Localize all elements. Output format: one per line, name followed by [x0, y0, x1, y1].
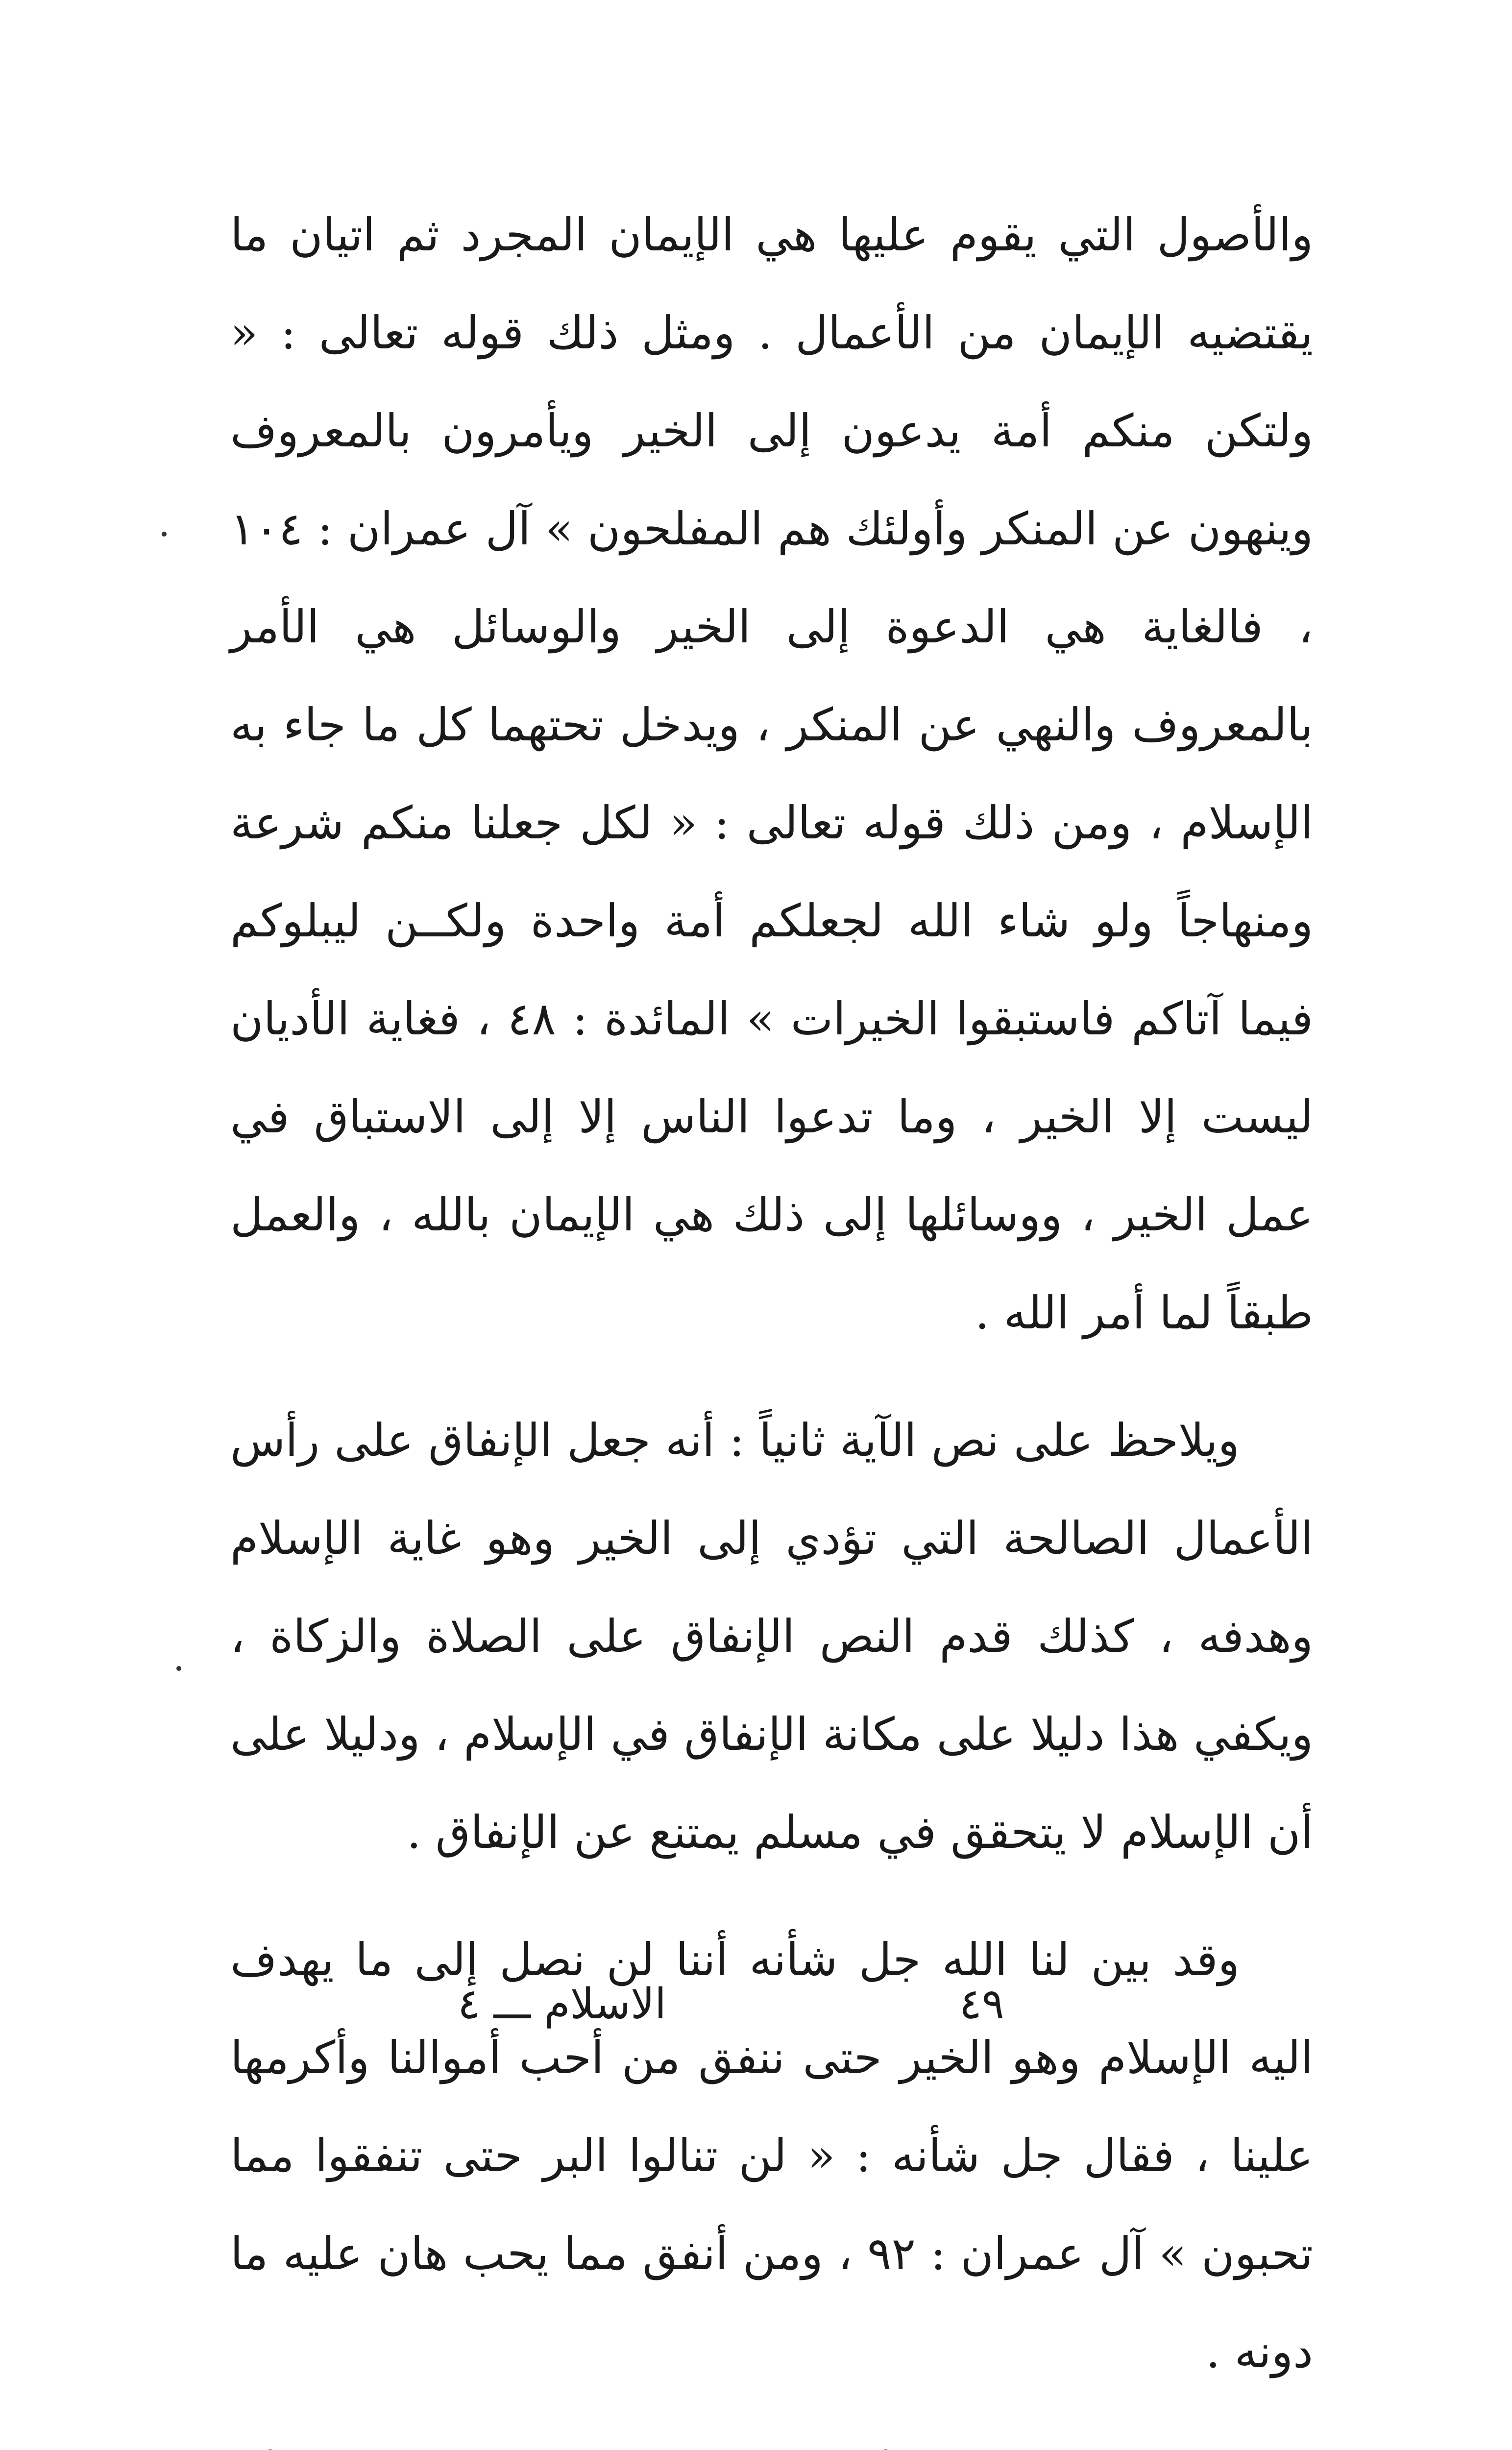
paragraph-1: والأصول التي يقوم عليها هي الإيمان المجرد ثم اتيان ما يقتضيه الإيمان من الأعمال . ومثل ذلك قوله تعالى : « ولتكن منكم أمة يدعون إلى الخير ويأمرون بالمعروف وينهون عن المنكر وأولئك هم المفلحون » آل عمران : ١٠٤ ، فالغاية هي الدعوة إلى الخير والوسائل هي الأمر بالمعروف والنهي عن المنكر ، ويدخل تحتهما كل ما جاء به الإسلام ، ومن ذلك قوله تعالى : « لكل جعلنا منكم شرعة ومنهاجاً ولو شاء الله لجعلكم أمة واحدة ولكــن ليبلوكم فيما آتاكم فاستبقوا الخيرات » المائدة : ٤٨ ، فغاية الأديان ليست إلا الخير ، وما تدعوا الناس إلا إلى الاستباق في عمل الخير ، ووسائلها إلى ذلك هي الإيمان بالله ، والعمل طبقاً لما أمر الله .: [230, 209, 1313, 1339]
paragraph-4: [230, 2430, 1313, 2450]
paragraph-3: وقد بين لنا الله جل شأنه أننا لن نصل إلى ما يهدف اليه الإسلام وهو الخير حتى ننفق من أحب أموالنا وأكرمها علينا ، فقال جل شأنه : « لن تنالوا البر حتى تنفقوا مما تحبون » آل عمران : ٩٢ ، ومن أنفق مما يحب هان عليه ما دونه .: [230, 1934, 1314, 2378]
scan-speck: [162, 532, 167, 537]
paragraph-2: ويلاحظ على نص الآية ثانياً : أنه جعل الإنفاق على رأس الأعمال الصالحة التي تؤدي إلى الخير وهو غاية الإسلام وهدفه ، كذلك قدم النص الإنفاق على الصلاة والزكاة ، ويكفي هذا دليلا على مكانة الإنفاق في الإسلام ، ودليلا على أن الإسلام لا يتحقق في مسلم يمتنع عن الإنفاق .: [230, 1414, 1313, 1859]
body-text: [230, 186, 1313, 2450]
signature-mark: الاسلام ـــ ٤: [457, 1980, 666, 2029]
scan-speck: [176, 1666, 181, 1671]
page-number: ٤٩: [959, 1980, 1004, 2029]
page-footer: [230, 1980, 1313, 2048]
